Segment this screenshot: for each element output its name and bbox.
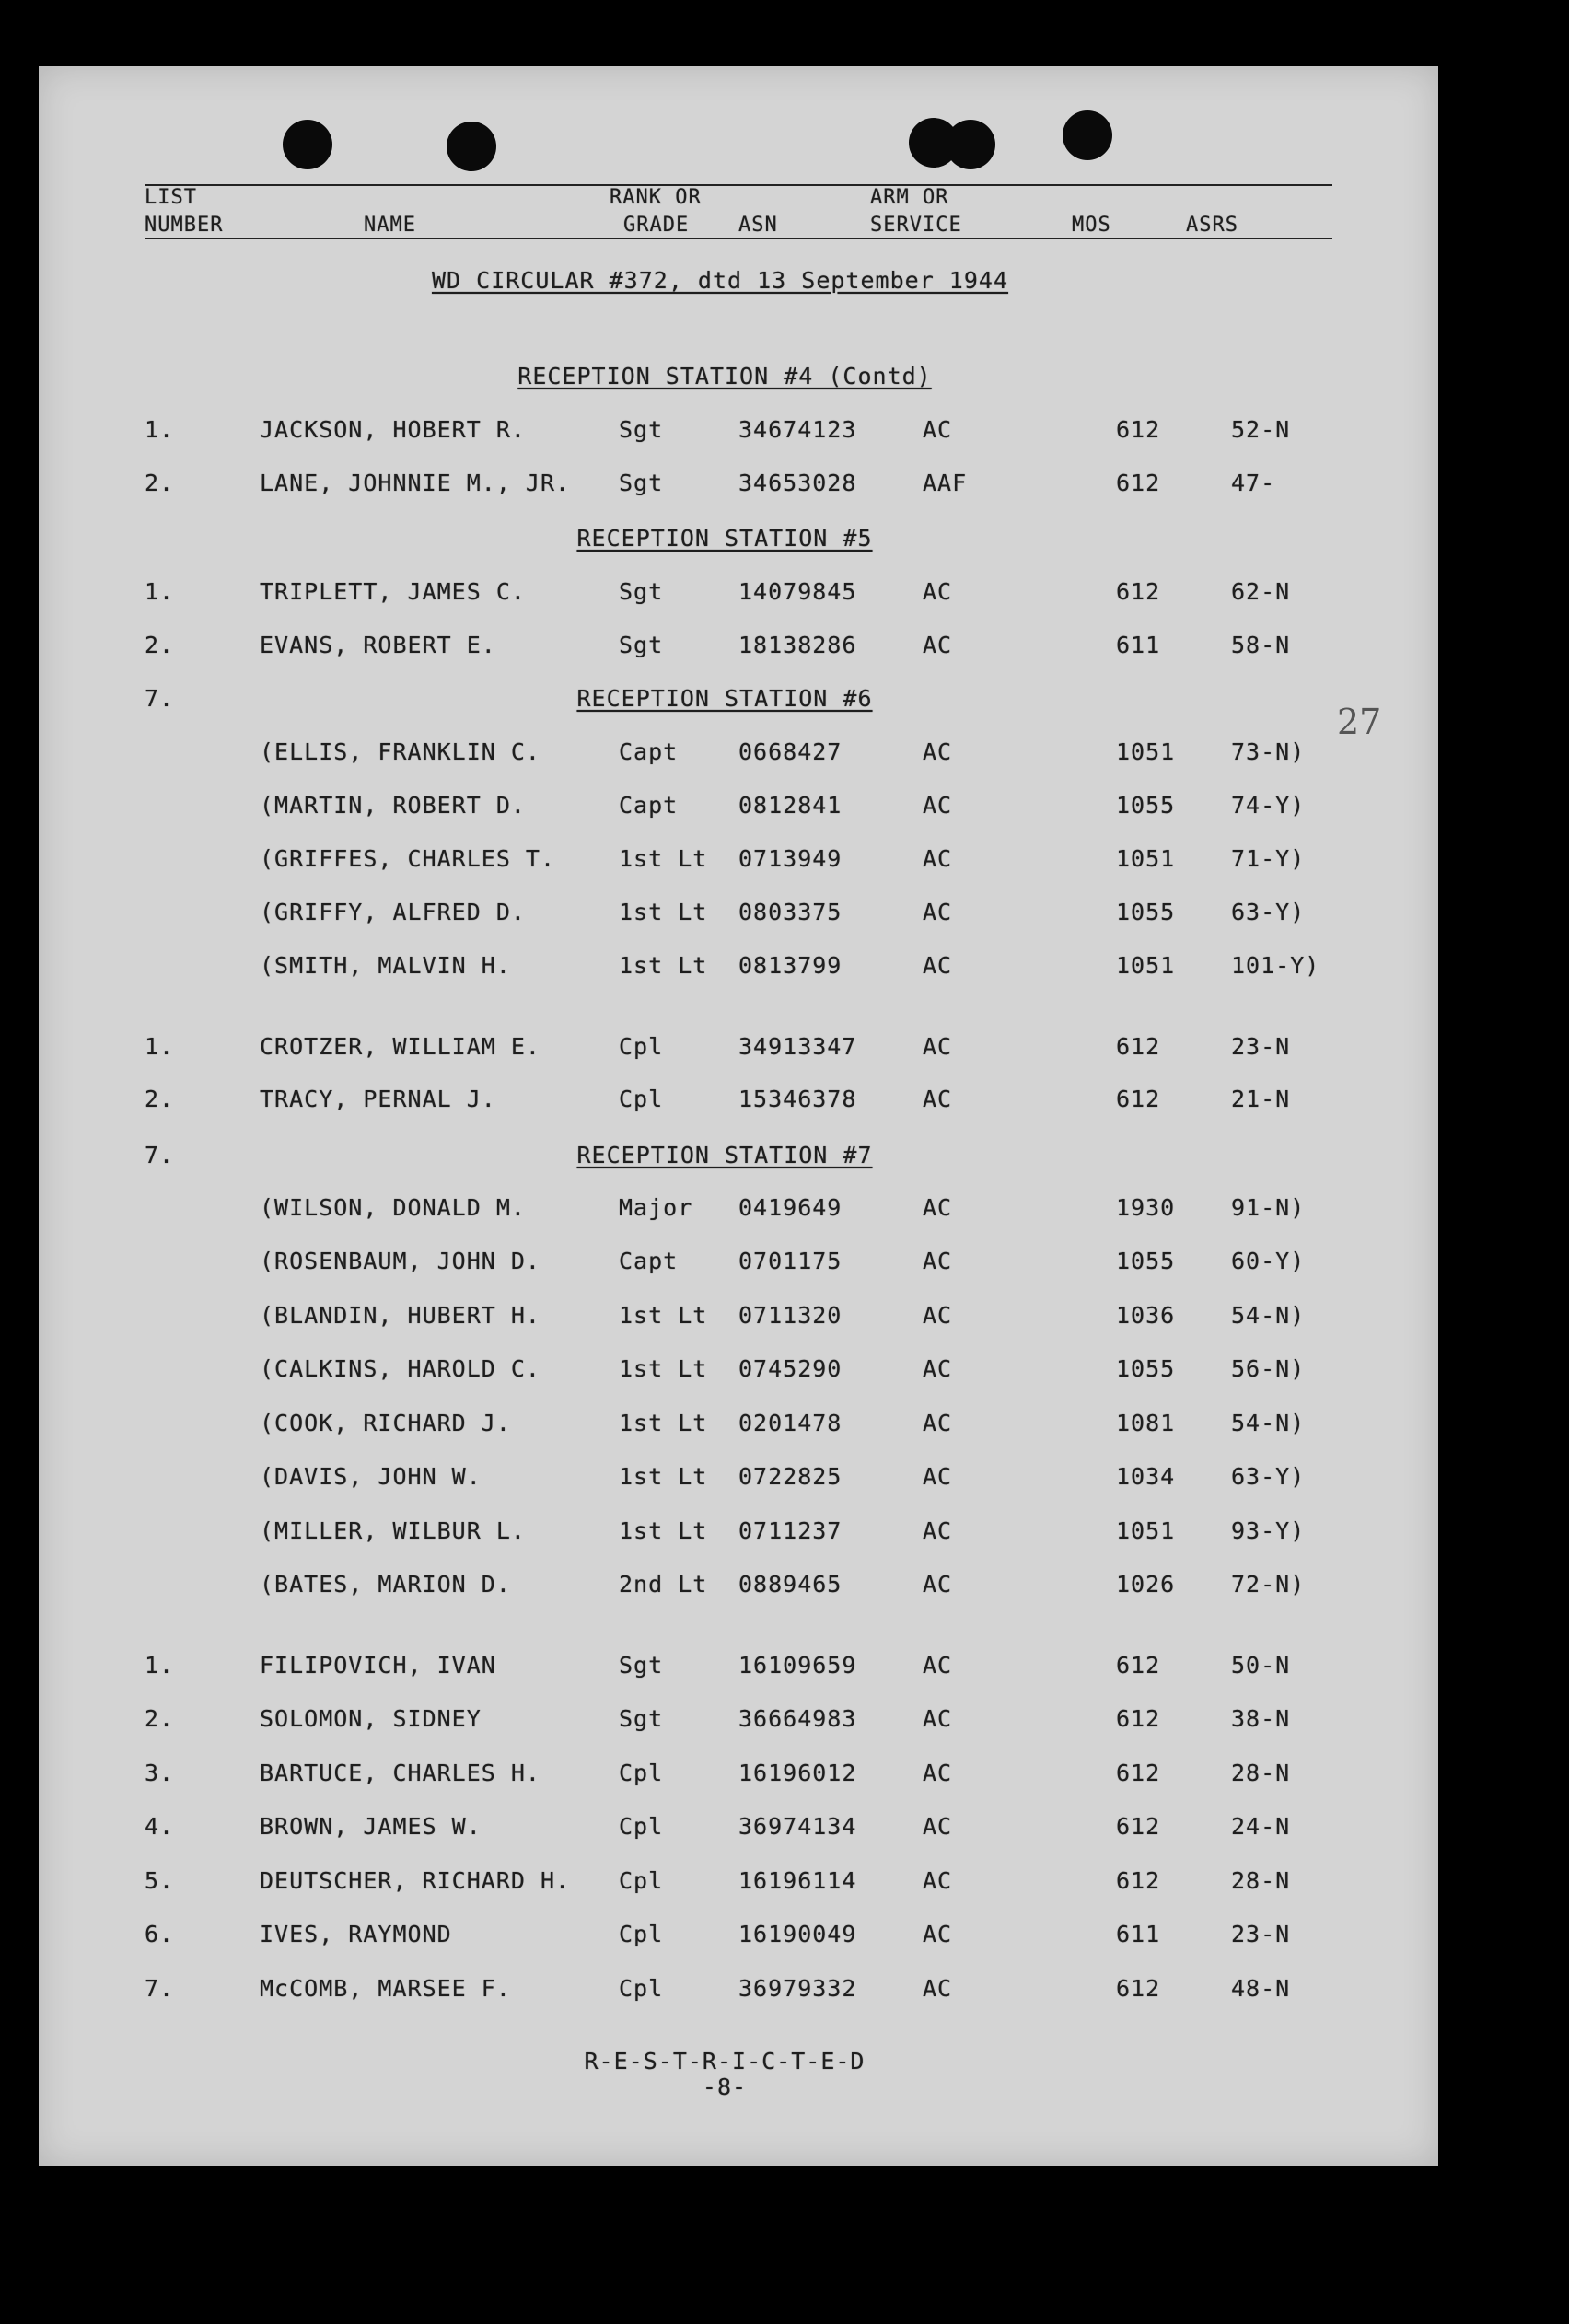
rank-grade: Capt <box>619 792 679 819</box>
asrs-score: 38-N <box>1231 1705 1291 1732</box>
mos-code: 612 <box>1116 470 1161 496</box>
person-name: (DAVIS, JOHN W. <box>260 1463 482 1490</box>
section-heading: RECEPTION STATION #7 <box>576 1142 873 1168</box>
list-number: 5. <box>145 1867 175 1894</box>
mos-code: 1055 <box>1116 1355 1176 1382</box>
rank-grade: Cpl <box>619 1921 664 1947</box>
arm-service: AC <box>923 1760 953 1786</box>
mos-code: 612 <box>1116 1705 1161 1732</box>
group-mark: 7. <box>145 1142 175 1168</box>
person-name: (BATES, MARION D. <box>260 1571 511 1598</box>
asn-number: 0889465 <box>738 1571 843 1598</box>
person-name: McCOMB, MARSEE F. <box>260 1975 511 2002</box>
person-name: TRACY, PERNAL J. <box>260 1086 496 1112</box>
asrs-score: 54-N) <box>1231 1302 1306 1329</box>
header-name: NAME <box>364 214 416 237</box>
header-asn: ASN <box>738 214 778 237</box>
asn-number: 0812841 <box>738 792 843 819</box>
rank-grade: Sgt <box>619 1652 664 1679</box>
person-name: (BLANDIN, HUBERT H. <box>260 1302 540 1329</box>
asrs-score: 63-Y) <box>1231 1463 1306 1490</box>
page-stamp-number: 27 <box>1337 702 1382 742</box>
header-rank-line1: RANK OR <box>610 186 702 209</box>
arm-service: AC <box>923 1302 953 1329</box>
asn-number: 0201478 <box>738 1410 843 1436</box>
header-list-line1: LIST <box>145 186 197 209</box>
mos-code: 612 <box>1116 578 1161 605</box>
header-mos: MOS <box>1072 214 1111 237</box>
person-name: (SMITH, MALVIN H. <box>260 952 511 979</box>
arm-service: AC <box>923 1086 953 1112</box>
header-arm-line2: SERVICE <box>870 214 962 237</box>
arm-service: AC <box>923 1194 953 1221</box>
punch-hole <box>447 122 496 171</box>
header-rank-line2: GRADE <box>623 214 690 237</box>
classification-footer: R-E-S-T-R-I-C-T-E-D <box>584 2048 866 2074</box>
rank-grade: Sgt <box>619 1705 664 1732</box>
section-heading: RECEPTION STATION #4 (Contd) <box>517 363 932 389</box>
rank-grade: 1st Lt <box>619 1463 708 1490</box>
mos-code: 1055 <box>1116 1248 1176 1274</box>
rank-grade: 1st Lt <box>619 1355 708 1382</box>
arm-service: AC <box>923 1705 953 1732</box>
document-title: WD CIRCULAR #372, dtd 13 September 1944 <box>432 267 1008 294</box>
list-number: 1. <box>145 1652 175 1679</box>
rank-grade: Cpl <box>619 1033 664 1060</box>
asrs-score: 50-N <box>1231 1652 1291 1679</box>
asrs-score: 23-N <box>1231 1033 1291 1060</box>
asrs-score: 73-N) <box>1231 738 1306 765</box>
mos-code: 612 <box>1116 1813 1161 1840</box>
person-name: JACKSON, HOBERT R. <box>260 416 526 443</box>
person-name: LANE, JOHNNIE M., JR. <box>260 470 571 496</box>
asrs-score: 71-Y) <box>1231 845 1306 872</box>
asn-number: 36664983 <box>738 1705 857 1732</box>
list-number: 1. <box>145 1033 175 1060</box>
mos-code: 612 <box>1116 1975 1161 2002</box>
asn-number: 0419649 <box>738 1194 843 1221</box>
page-number: -8- <box>702 2074 748 2100</box>
asn-number: 16196012 <box>738 1760 857 1786</box>
rank-grade: 1st Lt <box>619 1302 708 1329</box>
person-name: (MARTIN, ROBERT D. <box>260 792 526 819</box>
asrs-score: 74-Y) <box>1231 792 1306 819</box>
arm-service: AC <box>923 1867 953 1894</box>
asrs-score: 72-N) <box>1231 1571 1306 1598</box>
group-mark: 7. <box>145 685 175 712</box>
header-arm-line1: ARM OR <box>870 186 949 209</box>
person-name: (COOK, RICHARD J. <box>260 1410 511 1436</box>
asn-number: 34674123 <box>738 416 857 443</box>
mos-code: 612 <box>1116 416 1161 443</box>
mos-code: 612 <box>1116 1760 1161 1786</box>
asrs-score: 21-N <box>1231 1086 1291 1112</box>
asn-number: 0813799 <box>738 952 843 979</box>
asn-number: 0711237 <box>738 1517 843 1544</box>
list-number: 1. <box>145 416 175 443</box>
arm-service: AC <box>923 1921 953 1947</box>
rank-grade: Sgt <box>619 470 664 496</box>
list-number: 6. <box>145 1921 175 1947</box>
asrs-score: 47- <box>1231 470 1276 496</box>
asn-number: 16190049 <box>738 1921 857 1947</box>
punch-hole <box>283 120 332 169</box>
rank-grade: Capt <box>619 1248 679 1274</box>
person-name: (ELLIS, FRANKLIN C. <box>260 738 540 765</box>
rank-grade: 1st Lt <box>619 1410 708 1436</box>
list-number: 2. <box>145 1705 175 1732</box>
rank-grade: Cpl <box>619 1760 664 1786</box>
arm-service: AC <box>923 1975 953 2002</box>
rank-grade: 1st Lt <box>619 1517 708 1544</box>
asrs-score: 54-N) <box>1231 1410 1306 1436</box>
rank-grade: 1st Lt <box>619 845 708 872</box>
person-name: (MILLER, WILBUR L. <box>260 1517 526 1544</box>
rank-grade: Major <box>619 1194 693 1221</box>
asrs-score: 58-N <box>1231 632 1291 658</box>
mos-code: 1051 <box>1116 738 1176 765</box>
asrs-score: 24-N <box>1231 1813 1291 1840</box>
person-name: EVANS, ROBERT E. <box>260 632 496 658</box>
list-number: 7. <box>145 1975 175 2002</box>
rank-grade: 1st Lt <box>619 899 708 925</box>
mos-code: 1036 <box>1116 1302 1176 1329</box>
person-name: BARTUCE, CHARLES H. <box>260 1760 540 1786</box>
rank-grade: 1st Lt <box>619 952 708 979</box>
list-number: 2. <box>145 470 175 496</box>
asn-number: 0803375 <box>738 899 843 925</box>
mos-code: 1081 <box>1116 1410 1176 1436</box>
asn-number: 36974134 <box>738 1813 857 1840</box>
arm-service: AC <box>923 792 953 819</box>
arm-service: AC <box>923 1033 953 1060</box>
asn-number: 0722825 <box>738 1463 843 1490</box>
asrs-score: 56-N) <box>1231 1355 1306 1382</box>
mos-code: 1051 <box>1116 952 1176 979</box>
rank-grade: Sgt <box>619 632 664 658</box>
section-heading: RECEPTION STATION #6 <box>576 685 873 712</box>
mos-code: 1930 <box>1116 1194 1176 1221</box>
mos-code: 611 <box>1116 1921 1161 1947</box>
asrs-score: 48-N <box>1231 1975 1291 2002</box>
person-name: BROWN, JAMES W. <box>260 1813 482 1840</box>
arm-service: AC <box>923 632 953 658</box>
asrs-score: 28-N <box>1231 1760 1291 1786</box>
asn-number: 36979332 <box>738 1975 857 2002</box>
rank-grade: Cpl <box>619 1813 664 1840</box>
rank-grade: 2nd Lt <box>619 1571 708 1598</box>
header-asrs: ASRS <box>1186 214 1238 237</box>
rank-grade: Sgt <box>619 578 664 605</box>
list-number: 3. <box>145 1760 175 1786</box>
header-top-rule <box>145 184 1332 186</box>
mos-code: 1051 <box>1116 845 1176 872</box>
person-name: (WILSON, DONALD M. <box>260 1194 526 1221</box>
asrs-score: 91-N) <box>1231 1194 1306 1221</box>
asn-number: 0745290 <box>738 1355 843 1382</box>
asrs-score: 60-Y) <box>1231 1248 1306 1274</box>
arm-service: AC <box>923 899 953 925</box>
punch-hole <box>946 120 995 169</box>
section-heading: RECEPTION STATION #5 <box>576 525 873 552</box>
asrs-score: 52-N <box>1231 416 1291 443</box>
person-name: (CALKINS, HAROLD C. <box>260 1355 540 1382</box>
arm-service: AC <box>923 1463 953 1490</box>
arm-service: AC <box>923 1652 953 1679</box>
mos-code: 612 <box>1116 1867 1161 1894</box>
rank-grade: Capt <box>619 738 679 765</box>
asrs-score: 23-N <box>1231 1921 1291 1947</box>
arm-service: AC <box>923 952 953 979</box>
mos-code: 612 <box>1116 1033 1161 1060</box>
list-number: 1. <box>145 578 175 605</box>
asrs-score: 63-Y) <box>1231 899 1306 925</box>
arm-service: AC <box>923 1517 953 1544</box>
list-number: 2. <box>145 1086 175 1112</box>
mos-code: 1034 <box>1116 1463 1176 1490</box>
arm-service: AC <box>923 845 953 872</box>
asrs-score: 93-Y) <box>1231 1517 1306 1544</box>
arm-service: AC <box>923 1355 953 1382</box>
asrs-score: 62-N <box>1231 578 1291 605</box>
mos-code: 1026 <box>1116 1571 1176 1598</box>
arm-service: AC <box>923 1813 953 1840</box>
mos-code: 1055 <box>1116 899 1176 925</box>
mos-code: 1051 <box>1116 1517 1176 1544</box>
person-name: (GRIFFES, CHARLES T. <box>260 845 556 872</box>
mos-code: 611 <box>1116 632 1161 658</box>
asn-number: 0668427 <box>738 738 843 765</box>
asn-number: 18138286 <box>738 632 857 658</box>
asrs-score: 101-Y) <box>1231 952 1320 979</box>
person-name: FILIPOVICH, IVAN <box>260 1652 496 1679</box>
asn-number: 16109659 <box>738 1652 857 1679</box>
arm-service: AC <box>923 1248 953 1274</box>
arm-service: AC <box>923 1410 953 1436</box>
asn-number: 0711320 <box>738 1302 843 1329</box>
asn-number: 0701175 <box>738 1248 843 1274</box>
asn-number: 15346378 <box>738 1086 857 1112</box>
arm-service: AC <box>923 1571 953 1598</box>
list-number: 2. <box>145 632 175 658</box>
arm-service: AAF <box>923 470 968 496</box>
arm-service: AC <box>923 738 953 765</box>
header-list-line2: NUMBER <box>145 214 224 237</box>
asn-number: 34653028 <box>738 470 857 496</box>
person-name: (GRIFFY, ALFRED D. <box>260 899 526 925</box>
arm-service: AC <box>923 578 953 605</box>
person-name: SOLOMON, SIDNEY <box>260 1705 482 1732</box>
rank-grade: Cpl <box>619 1086 664 1112</box>
asrs-score: 28-N <box>1231 1867 1291 1894</box>
list-number: 4. <box>145 1813 175 1840</box>
asn-number: 14079845 <box>738 578 857 605</box>
asn-number: 16196114 <box>738 1867 857 1894</box>
punch-hole <box>1063 110 1112 160</box>
rank-grade: Cpl <box>619 1867 664 1894</box>
person-name: TRIPLETT, JAMES C. <box>260 578 526 605</box>
person-name: (ROSENBAUM, JOHN D. <box>260 1248 540 1274</box>
document-page <box>39 66 1438 2166</box>
rank-grade: Cpl <box>619 1975 664 2002</box>
header-bottom-rule <box>145 238 1332 239</box>
person-name: IVES, RAYMOND <box>260 1921 452 1947</box>
asn-number: 34913347 <box>738 1033 857 1060</box>
rank-grade: Sgt <box>619 416 664 443</box>
person-name: DEUTSCHER, RICHARD H. <box>260 1867 571 1894</box>
person-name: CROTZER, WILLIAM E. <box>260 1033 540 1060</box>
mos-code: 612 <box>1116 1652 1161 1679</box>
arm-service: AC <box>923 416 953 443</box>
asn-number: 0713949 <box>738 845 843 872</box>
mos-code: 1055 <box>1116 792 1176 819</box>
mos-code: 612 <box>1116 1086 1161 1112</box>
